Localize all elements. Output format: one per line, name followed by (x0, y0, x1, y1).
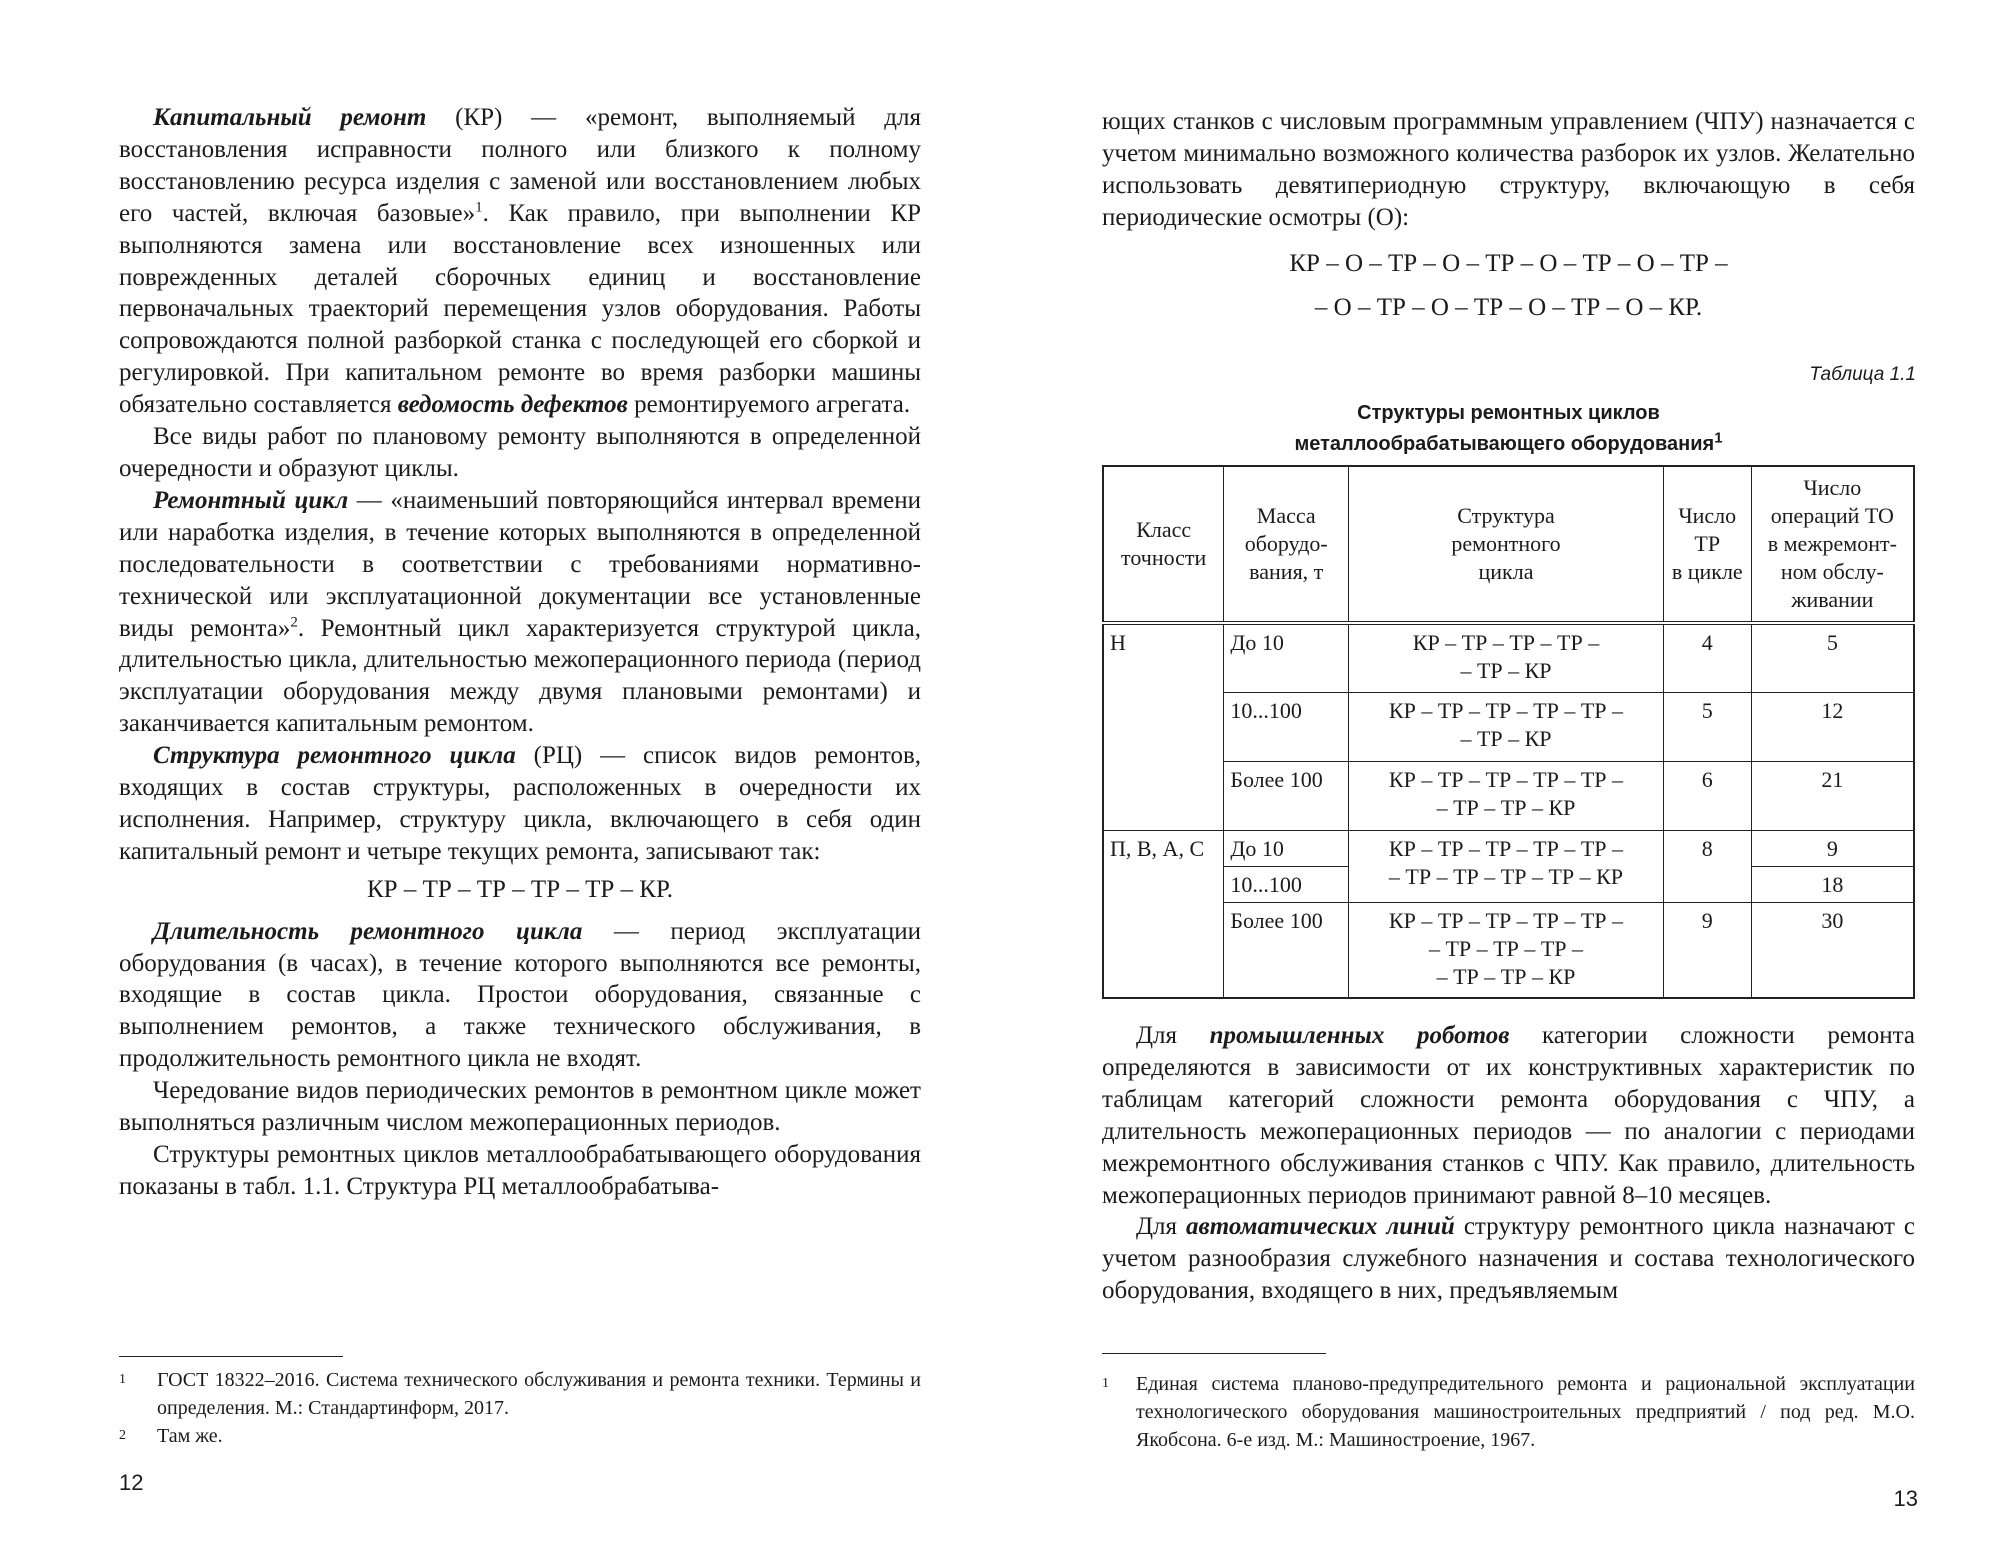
footnote (1102, 1370, 1915, 1454)
right-intro-text (1102, 106, 1915, 330)
mass-cell: Более 100 (1224, 902, 1349, 998)
paragraph-repair-cycle: Ремонтный цикл — «наименьший повторяющийся интервал времени или наработка изделия, в течение которых выполняются в определенной последовательности в соответствии с требованиями нормативно-технической или эксплуатационной документации все установленные виды ремонта»$^2$. Ремонтный цикл характеризуется структурой цикла, длительностью цикла, длительностью межоперационного периода (период эксплуатации оборудования между двумя плановыми ремонтами) и заканчивается капитальным ремонтом. (119, 486, 922, 738)
left-body-text (119, 102, 921, 1203)
header-cell: Структура ремонтного цикла (1349, 466, 1664, 623)
footnote-text: ГОСТ 18322–2016. Система технического обслуживания и ремонта техники. Термины и определения. М.: Стандартинформ, 2017. (157, 1369, 921, 1419)
tr-count-cell: 4 (1663, 623, 1751, 692)
term: Длительность ремонтного цикла (153, 917, 583, 945)
header-cell: Число ТР в цикле (1663, 466, 1751, 623)
footnote-ref: 1 (475, 199, 483, 216)
term: автоматических линий (1186, 1213, 1455, 1241)
footnote-separator (119, 1356, 343, 1357)
to-count-cell: 5 (1751, 623, 1914, 692)
tr-count-cell: 9 (1663, 902, 1751, 998)
footnote-separator (1102, 1353, 1326, 1354)
table-caption: Таблица 1.1 (1809, 364, 1916, 385)
structure-cell: КР – ТР – ТР – ТР – ТР – – ТР – КР (1349, 692, 1664, 761)
table-row (1103, 761, 1914, 830)
structure-cell: КР – ТР – ТР – ТР – ТР – – ТР – ТР – ТР – ТР – КР (1349, 830, 1664, 902)
to-count-cell: 30 (1751, 902, 1914, 998)
page-number: 13 (1893, 1486, 1918, 1511)
paragraph: ющих станков с числовым программным управлением (ЧПУ) назначается с учетом минимально возможного количества разборок их узлов. Желательно использовать девятипериодную структуру, включающую в себя периодические осмотры (О): (1102, 108, 1915, 231)
mass-cell: 10...100 (1224, 866, 1349, 902)
term: Структура ремонтного цикла (153, 742, 516, 770)
tr-count-cell: 5 (1663, 692, 1751, 761)
table-row (1103, 902, 1914, 998)
structure-cell: КР – ТР – ТР – ТР – ТР – – ТР – ТР – ТР – – ТР – ТР – КР (1349, 902, 1664, 998)
mass-cell: До 10 (1224, 623, 1349, 692)
footnote-number: 2 (119, 1428, 126, 1443)
term: Капитальный ремонт (153, 104, 427, 131)
structure-cell: КР – ТР – ТР – ТР – – ТР – КР (1349, 623, 1664, 692)
page-number: 12 (119, 1470, 144, 1495)
paragraph: Структуры ремонтных циклов металлообрабатывающего оборудования показаны в табл. 1.1. Структура РЦ металлообрабатыва- (119, 1141, 921, 1200)
mass-cell: До 10 (1224, 830, 1349, 866)
header-cell: Класс точности (1103, 466, 1224, 623)
right-body-text (1102, 1020, 1915, 1307)
footnote-ref: 2 (290, 614, 298, 631)
footnote-text: Единая система планово-предупредительного ремонта и рациональной эксплуатации технологического оборудования машиностроительных предприятий / под ред. М.О. Якобсона. 6-е изд. М.: Машиностроение, 1967. (1136, 1373, 1915, 1451)
class-cell: П, В, А, С (1103, 830, 1224, 998)
table-row (1103, 623, 1914, 692)
tr-count-cell: 8 (1663, 830, 1751, 902)
footnote (119, 1366, 921, 1422)
header-cell: Число операций ТО в межремонт- ном обслу- живании (1751, 466, 1914, 623)
tr-count-cell: 6 (1663, 761, 1751, 830)
header-cell: Масса оборудо- вания, т (1224, 466, 1349, 623)
table-header-row (1103, 466, 1914, 623)
formula: КР – ТР – ТР – ТР – ТР – КР. (367, 875, 673, 903)
repair-cycles-table (1102, 465, 1915, 999)
to-count-cell: 21 (1751, 761, 1914, 830)
paragraph-cycle-structure: Структура ремонтного цикла (РЦ) — список видов ремонтов, входящих в состав структуры, расположенных в очередности их исполнения. Например, структуру цикла, включающего в себя один капитальный ремонт и четыре текущих ремонта, записывают так: (119, 742, 921, 865)
footnote-number: 1 (119, 1372, 126, 1387)
right-page (1000, 0, 2000, 1558)
term: Ремонтный цикл (153, 486, 349, 514)
paragraph-automatic-lines: Для автоматических линий структуру ремонтного цикла назначают с учетом разнообразия служебного назначения и состава технологического оборудования, входящего в них, предъявляемым (1102, 1213, 1915, 1305)
term: ведомость дефектов (397, 391, 628, 419)
paragraph: Чередование видов периодических ремонтов в ремонтном цикле может выполняться различным числом межоперационных периодов. (119, 1077, 921, 1137)
to-count-cell: 18 (1751, 866, 1914, 902)
footnote (119, 1422, 921, 1450)
formula-line: КР – О – ТР – О – ТР – О – ТР – О – ТР – (1289, 249, 1728, 277)
footnote-text: Там же. (157, 1425, 223, 1447)
paragraph-cycle-duration: Длительность ремонтного цикла — период эксплуатации оборудования (в часах), в течение которого выполняются все ремонты, входящие в состав цикла. Простои оборудования, связанные с выполнением ремонтов, а также технического обслуживания, в продолжительность ремонтного цикла не входят. (119, 917, 921, 1073)
paragraph-capital-repair: Капитальный ремонт (КР) — «ремонт, выполняемый для восстановления исправности полного или близкого к полному восстановлению ресурса изделия с заменой или восстановлением любых его частей, включая базовые»$^1$. Как правило, при выполнении КР выполняются замена или восстановление всех изношенных или поврежденных деталей сборочных единиц и восстановление первоначальных траекторий перемещения узлов оборудования. Работы сопровождаются полной разборкой станка с последующей его сборкой и регулировкой. При капитальном ремонте во время разборки машины обязательно составляется ведомость дефектов ремонтируемого агрегата. (119, 104, 921, 419)
table-row (1103, 830, 1914, 866)
structure-cell: КР – ТР – ТР – ТР – ТР – – ТР – ТР – КР (1349, 761, 1664, 830)
table-row (1103, 692, 1914, 761)
footnote-ref: 1 (1714, 429, 1723, 447)
formula-line: – О – ТР – О – ТР – О – ТР – О – КР. (1314, 293, 1703, 321)
term: промышленных роботов (1209, 1022, 1510, 1049)
paragraph: Все виды работ по плановому ремонту выполняются в определенной очередности и образуют циклы. (119, 423, 921, 482)
mass-cell: Более 100 (1224, 761, 1349, 830)
mass-cell: 10...100 (1224, 692, 1349, 761)
class-cell: Н (1103, 623, 1224, 830)
to-count-cell: 9 (1751, 830, 1914, 866)
table-title: Структуры ремонтных циклов металлообрабатывающего оборудования$^1$ (1294, 402, 1723, 455)
paragraph-industrial-robots: Для промышленных роботов категории сложности ремонта определяются в зависимости от их конструктивных характеристик по таблицам категорий сложности ремонта оборудования с ЧПУ, а длительность межоперационных периодов — по аналогии с периодами межремонтного обслуживания станков с ЧПУ. Как правило, длительность межоперационных периодов принимают равной 8–10 месяцев. (1102, 1022, 1916, 1209)
to-count-cell: 12 (1751, 692, 1914, 761)
footnote-number: 1 (1102, 1376, 1109, 1391)
